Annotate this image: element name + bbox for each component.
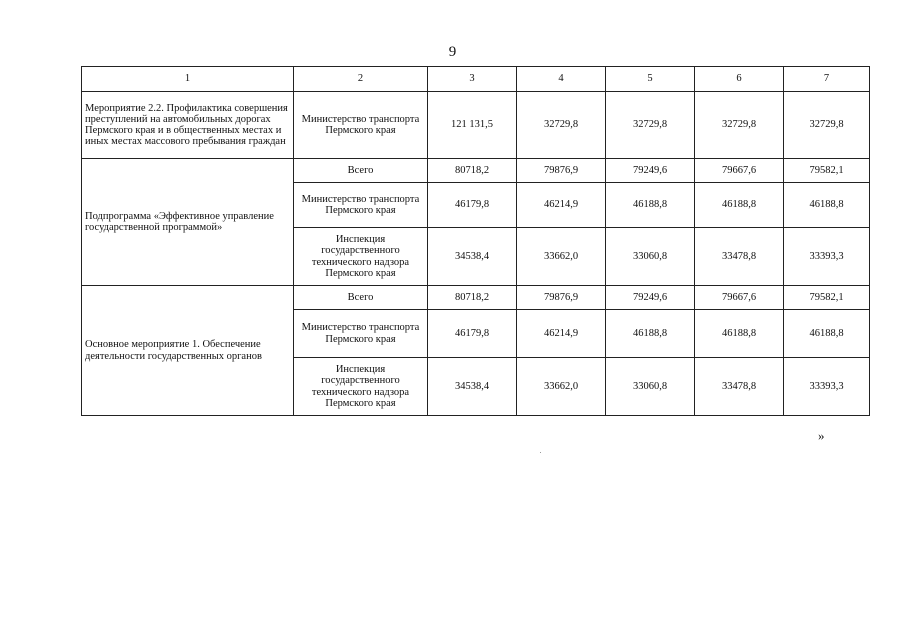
- value-cell: 34538,4: [428, 228, 517, 286]
- value-cell: 79876,9: [517, 286, 606, 310]
- value-cell: 33662,0: [517, 358, 606, 416]
- subprogram-label: Подпрограмма «Эффективное управление государственной программой»: [82, 159, 294, 286]
- value-cell: 32729,8: [517, 92, 606, 159]
- value-cell: 121 131,5: [428, 92, 517, 159]
- value-cell: 33393,3: [784, 358, 870, 416]
- value-cell: 79667,6: [695, 159, 784, 183]
- executor-cell: Инспекция государственного технического надзора Пермского края: [294, 358, 428, 416]
- page-number: 9: [448, 44, 457, 60]
- main-measure-label: Основное мероприятие 1. Обеспечение деятельности государственных органов: [82, 286, 294, 416]
- value-cell: 46188,8: [606, 310, 695, 358]
- value-cell: 79582,1: [784, 159, 870, 183]
- value-cell: 46179,8: [428, 310, 517, 358]
- value-cell: 80718,2: [428, 286, 517, 310]
- value-cell: 79249,6: [606, 159, 695, 183]
- header-cell-3: 3: [428, 67, 517, 92]
- header-cell-6: 6: [695, 67, 784, 92]
- table-row: [82, 92, 870, 159]
- value-cell: 46214,9: [517, 183, 606, 228]
- value-cell: 32729,8: [695, 92, 784, 159]
- table-row: [82, 159, 870, 183]
- value-cell: 46179,8: [428, 183, 517, 228]
- value-cell: 32729,8: [784, 92, 870, 159]
- closing-quote: »: [818, 428, 825, 443]
- value-cell: 33393,3: [784, 228, 870, 286]
- value-cell: 33478,8: [695, 228, 784, 286]
- value-cell: 46188,8: [695, 310, 784, 358]
- table-row: [82, 286, 870, 310]
- executor-cell: Всего: [294, 286, 428, 310]
- executor-cell: Министерство транспорта Пермского края: [294, 92, 428, 159]
- value-cell: 33060,8: [606, 228, 695, 286]
- value-cell: 79249,6: [606, 286, 695, 310]
- value-cell: 79876,9: [517, 159, 606, 183]
- executor-cell: Всего: [294, 159, 428, 183]
- value-cell: 46214,9: [517, 310, 606, 358]
- budget-table: [81, 66, 870, 416]
- value-cell: 46188,8: [695, 183, 784, 228]
- measure-label: Мероприятие 2.2. Профилактика совершения преступлений на автомобильных дорогах Пермского края и в общественных местах и иных местах массового пребывания граждан: [82, 92, 294, 159]
- value-cell: 46188,8: [606, 183, 695, 228]
- value-cell: 46188,8: [784, 310, 870, 358]
- header-cell-4: 4: [517, 67, 606, 92]
- header-cell-7: 7: [784, 67, 870, 92]
- header-cell-1: 1: [82, 67, 294, 92]
- executor-cell: Министерство транспорта Пермского края: [294, 183, 428, 228]
- scan-speck: [540, 452, 541, 453]
- value-cell: 32729,8: [606, 92, 695, 159]
- value-cell: 80718,2: [428, 159, 517, 183]
- value-cell: 33662,0: [517, 228, 606, 286]
- value-cell: 33060,8: [606, 358, 695, 416]
- header-cell-5: 5: [606, 67, 695, 92]
- value-cell: 46188,8: [784, 183, 870, 228]
- header-cell-2: 2: [294, 67, 428, 92]
- header-row: [82, 67, 870, 92]
- executor-cell: Инспекция государственного технического надзора Пермского края: [294, 228, 428, 286]
- value-cell: 34538,4: [428, 358, 517, 416]
- executor-cell: Министерство транспорта Пермского края: [294, 310, 428, 358]
- value-cell: 33478,8: [695, 358, 784, 416]
- value-cell: 79667,6: [695, 286, 784, 310]
- value-cell: 79582,1: [784, 286, 870, 310]
